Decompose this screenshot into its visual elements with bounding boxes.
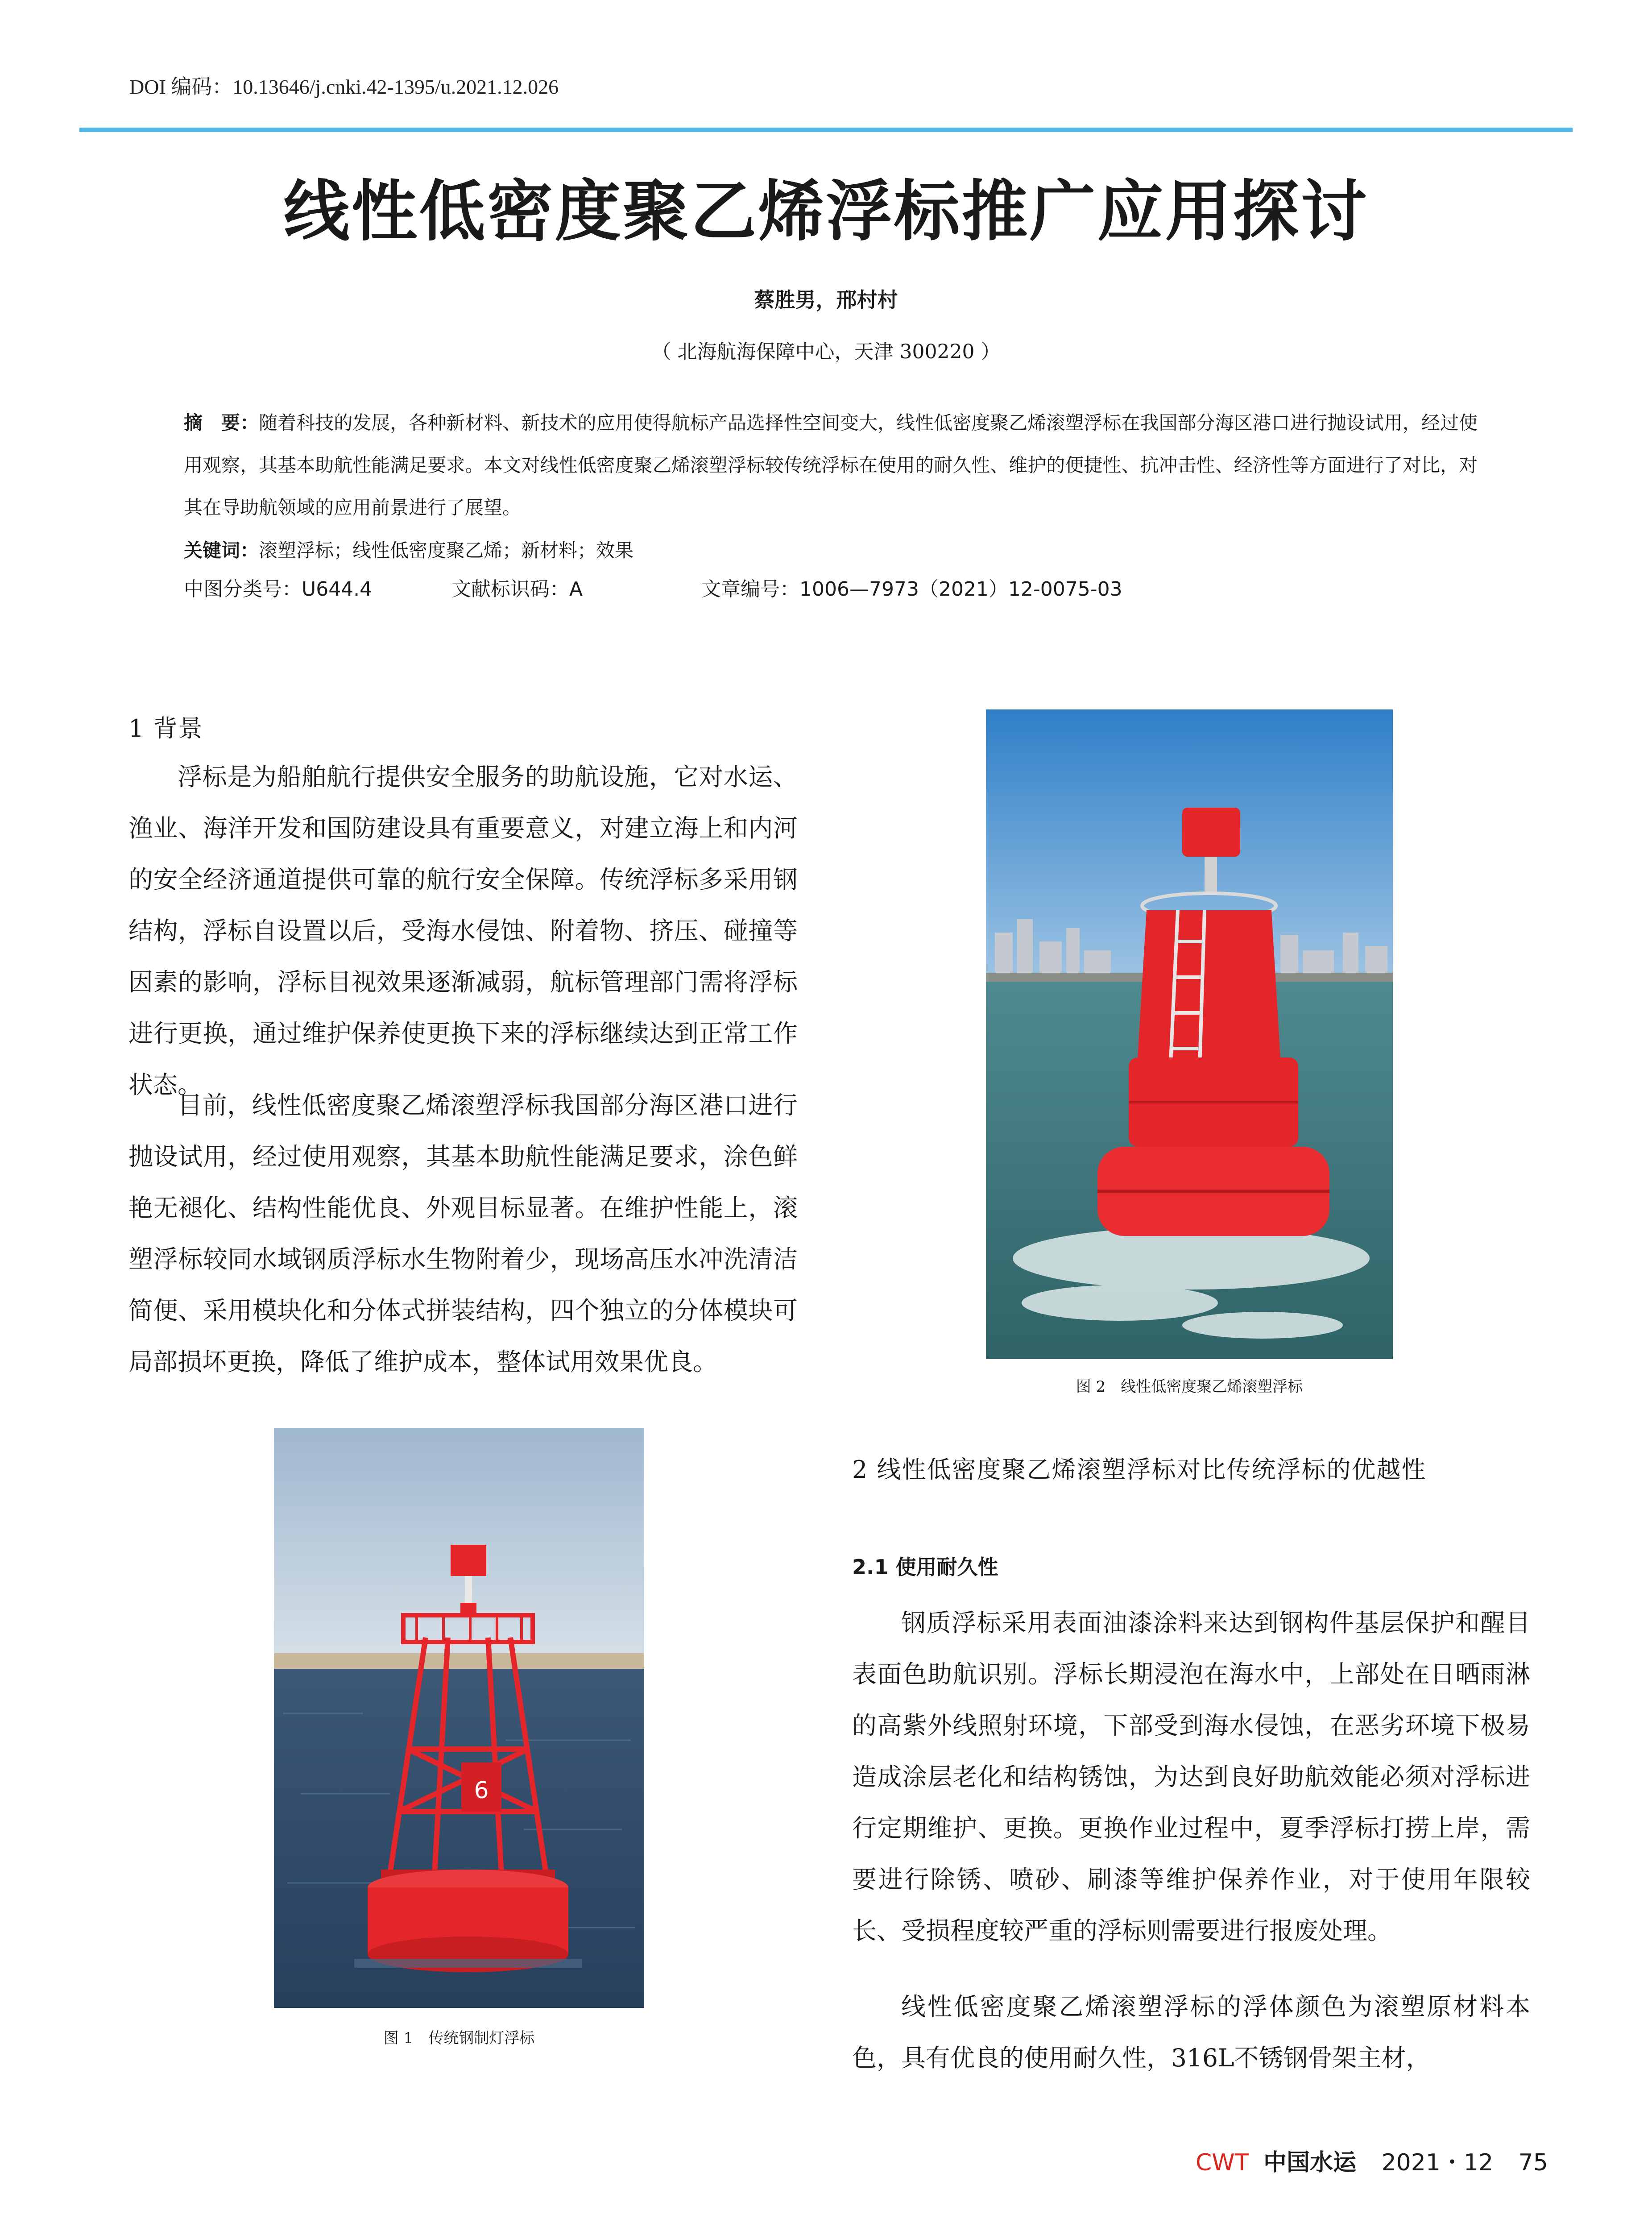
header-rule [79, 128, 1573, 132]
steel-buoy-photo [274, 1428, 644, 2008]
footer-brand [1196, 2144, 1548, 2177]
keywords [184, 529, 1478, 572]
footer-brand-latin: CWT [1196, 2149, 1249, 2176]
subsection-2-1-paragraph-1: 钢质浮标采用表面油漆涂料来达到钢构件基层保护和醒目表面色助航识别。浮标长期浸泡在海水中，上部处在日晒雨淋的高紫外线照射环境，下部受到海水侵蚀，在恶劣环境下极易造成涂层老化和结构锈蚀，为达到良好助航效能必须对浮标进行定期维护、更换。更换作业过程中，夏季浮标打捞上岸，需要进行除锈、喷砂、刷漆等维护保养作业，对于使用年限较长、受损程度较严重的浮标则需要进行报废处理。 [852, 1609, 1530, 1945]
abstract [184, 402, 1478, 529]
article-number: 文章编号：1006—7973（2021）12-0075-03 [701, 578, 1122, 601]
polyethylene-buoy-photo [986, 709, 1393, 1359]
section-2-heading: 2 线性低密度聚乙烯滚塑浮标对比传统浮标的优越性 [852, 1456, 1427, 1484]
keywords-text: 滚塑浮标；线性低密度聚乙烯；新材料；效果 [259, 539, 634, 561]
clc-number: 中图分类号：U644.4 [184, 578, 373, 601]
figure-2-caption: 图 2 线性低密度聚乙烯滚塑浮标 [1076, 1378, 1303, 1396]
classification-line [184, 573, 1522, 601]
section-1-paragraph-2: 目前，线性低密度聚乙烯滚塑浮标我国部分海区港口进行抛设试用，经过使用观察，其基本助航性能满足要求，涂色鲜艳无褪化、结构性能优良、外观目标显著。在维护性能上，滚塑浮标较同水域钢质浮标水生物附着少，现场高压水冲洗清洁简便、采用模块化和分体式拼装结构，四个独立的分体模块可局部损坏更换，降低了维护成本，整体试用效果优良。 [128, 1091, 798, 1376]
footer-brand-cn: 中国水运 [1263, 2149, 1357, 2176]
section-1-heading: 1 背景 [128, 714, 203, 742]
abstract-label: 摘 要： [184, 412, 259, 434]
footer-issue: 2021・12 [1381, 2149, 1494, 2176]
section-1-paragraph-1: 浮标是为船舶航行提供安全服务的助航设施，它对水运、渔业、海洋开发和国防建设具有重要意义，对建立海上和内河的安全经济通道提供可靠的航行安全保障。传统浮标多采用钢结构，浮标自设置以后，受海水侵蚀、附着物、挤压、碰撞等因素的影响，浮标目视效果逐渐减弱，航标管理部门需将浮标进行更换，通过维护保养使更换下来的浮标继续达到正常工作状态。 [128, 763, 798, 1099]
page-number: 75 [1518, 2149, 1548, 2176]
figure-1-caption: 图 1 传统钢制灯浮标 [383, 2029, 535, 2047]
article-authors: 蔡胜男，邢村村 [754, 288, 898, 312]
article-title: 线性低密度聚乙烯浮标推广应用探讨 [283, 173, 1369, 250]
figure-2-image [986, 709, 1393, 1359]
keywords-label: 关键词： [184, 539, 259, 561]
figure-1-image [274, 1428, 644, 2008]
buoy-number-mark: 6 [474, 1777, 489, 1804]
document-code: 文献标识码：A [451, 578, 583, 601]
abstract-text: 随着科技的发展，各种新材料、新技术的应用使得航标产品选择性空间变大，线性低密度聚乙烯滚塑浮标在我国部分海区港口进行抛设试用，经过使用观察，其基本助航性能满足要求。本文对线性低密度聚乙烯滚塑浮标较传统浮标在使用的耐久性、维护的便捷性、抗冲击性、经济性等方面进行了对比，对其在导助航领域的应用前景进行了展望。 [184, 412, 1478, 518]
doi-line: DOI 编码：10.13646/j.cnki.42-1395/u.2021.12.026 [129, 75, 559, 98]
subsection-2-1-heading: 2.1 使用耐久性 [852, 1555, 998, 1579]
subsection-2-1-paragraph-2: 线性低密度聚乙烯滚塑浮标的浮体颜色为滚塑原材料本色，具有优良的使用耐久性，316L不锈钢骨架主材， [852, 1992, 1530, 2072]
article-affiliation: （ 北海航海保障中心，天津 300220 ） [651, 340, 1001, 363]
